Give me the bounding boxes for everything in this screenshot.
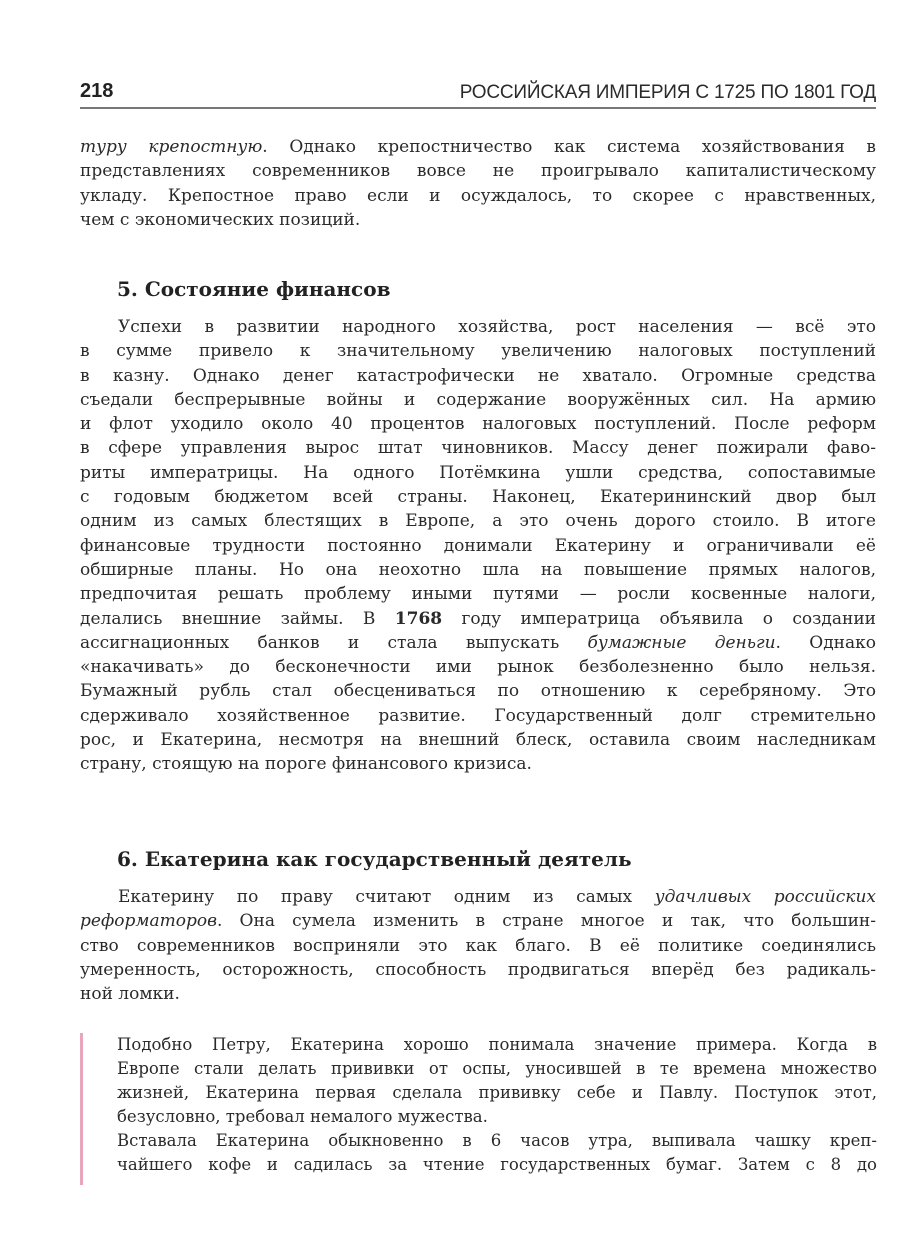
- text-line: Успехи в развитии народного хозяйства, рост населения — всё это: [118, 317, 876, 337]
- text-line: жизней, Екатерина первая сделала прививку себе и Павлу. Поступок этот,: [117, 1083, 877, 1102]
- aside-accent-bar: [80, 1033, 83, 1185]
- text-line: ассигнационных банков и стала выпускать бумажные деньги. Однако: [80, 632, 876, 653]
- text-line: Бумажный рубль стал обесцениваться по отношению к серебряному. Это: [80, 681, 876, 702]
- text-line: Европе стали делать прививки от оспы, уносившей в те времена множество: [117, 1059, 877, 1078]
- header-rule: [80, 107, 876, 109]
- text-line: рос, и Екатерина, несмотря на внешний блеск, оставила своим наследникам: [80, 730, 876, 751]
- text-line: одним из самых блестящих в Европе, а это очень дорого стоило. В итоге: [80, 511, 876, 532]
- text-line: ство современников восприняли это как благо. В её политике соединялись: [80, 935, 876, 956]
- text-line: с годовым бюджетом всей страны. Наконец, Екатерининский двор был: [80, 487, 876, 508]
- section-finances-paragraph: [80, 315, 876, 777]
- text-line: чем с экономических позиций.: [80, 209, 361, 230]
- running-title: РОССИЙСКАЯ ИМПЕРИЯ С 1725 ПО 1801 ГОД: [459, 82, 876, 103]
- text-line: и флот уходило около 40 процентов налоговых поступлений. После реформ: [80, 414, 876, 435]
- text-line: делались внешние займы. В 1768 году императрица объявила о создании: [80, 608, 876, 629]
- text-line: укладу. Крепостное право если и осуждалось, то скорее с нравственных,: [80, 185, 876, 206]
- text-line: «накачивать» до бесконечности ими рынок безболезненно было нельзя.: [80, 657, 876, 678]
- section-heading-statesman: 6. Екатерина как государственный деятель: [117, 847, 632, 871]
- text-line: финансовые трудности постоянно донимали Екатерину и ограничивали её: [80, 535, 876, 556]
- page-number: 218: [80, 80, 114, 102]
- text-line: представлениях современников вовсе не проигрывало капиталистическому: [80, 161, 876, 182]
- text-line: Екатерину по праву считают одним из самых удачливых российских: [118, 887, 876, 907]
- text-line: риты императрицы. На одного Потёмкина ушли средства, сопоставимые: [80, 462, 876, 483]
- page-header: [80, 80, 876, 110]
- aside-box: [117, 1033, 877, 1177]
- italic-term: удачливых российских: [654, 887, 876, 907]
- bold-year: 1768: [394, 608, 443, 629]
- text-line: туру крепостную. Однако крепостничество как система хозяйствования в: [80, 137, 877, 157]
- text-line: в казну. Однако денег катастрофически не хватало. Огромные средства: [80, 365, 876, 386]
- text-line: съедали беспрерывные войны и содержание вооружённых сил. На армию: [80, 389, 876, 410]
- text-line: сдерживало хозяйственное развитие. Государственный долг стремительно: [80, 705, 876, 726]
- text-line: умеренность, осторожность, способность продвигаться вперёд без радикаль-: [80, 959, 876, 980]
- text-line: предпочитая решать проблему иными путями — росли косвенные налоги,: [80, 584, 876, 605]
- text-line: Вставала Екатерина обыкновенно в 6 часов утра, выпивала чашку креп-: [117, 1131, 877, 1150]
- intro-paragraph: [80, 135, 876, 232]
- text-line: страну, стоящую на пороге финансового кризиса.: [80, 754, 532, 775]
- text-line: в сфере управления вырос штат чиновников. Массу денег пожирали фаво-: [80, 438, 876, 459]
- text-line: чайшего кофе и садилась за чтение государственных бумаг. Затем с 8 до: [117, 1155, 877, 1174]
- section-heading-finances: 5. Состояние финансов: [117, 277, 391, 301]
- text-line: обширные планы. Но она неохотно шла на повышение прямых налогов,: [80, 559, 876, 580]
- italic-term: бумажные деньги: [587, 632, 776, 653]
- text-line: реформаторов. Она сумела изменить в стране многое и так, что большин-: [80, 911, 876, 932]
- text-line: ной ломки.: [80, 984, 180, 1005]
- italic-term: туру крепостную: [80, 137, 263, 157]
- text-line: безусловно, требовал немалого мужества.: [117, 1107, 488, 1126]
- section-statesman-paragraph: [80, 885, 876, 1006]
- italic-term: реформаторов: [80, 911, 217, 932]
- text-line: в сумме привело к значительному увеличению налоговых поступлений: [80, 341, 876, 362]
- text-line: Подобно Петру, Екатерина хорошо понимала значение примера. Когда в: [117, 1035, 877, 1054]
